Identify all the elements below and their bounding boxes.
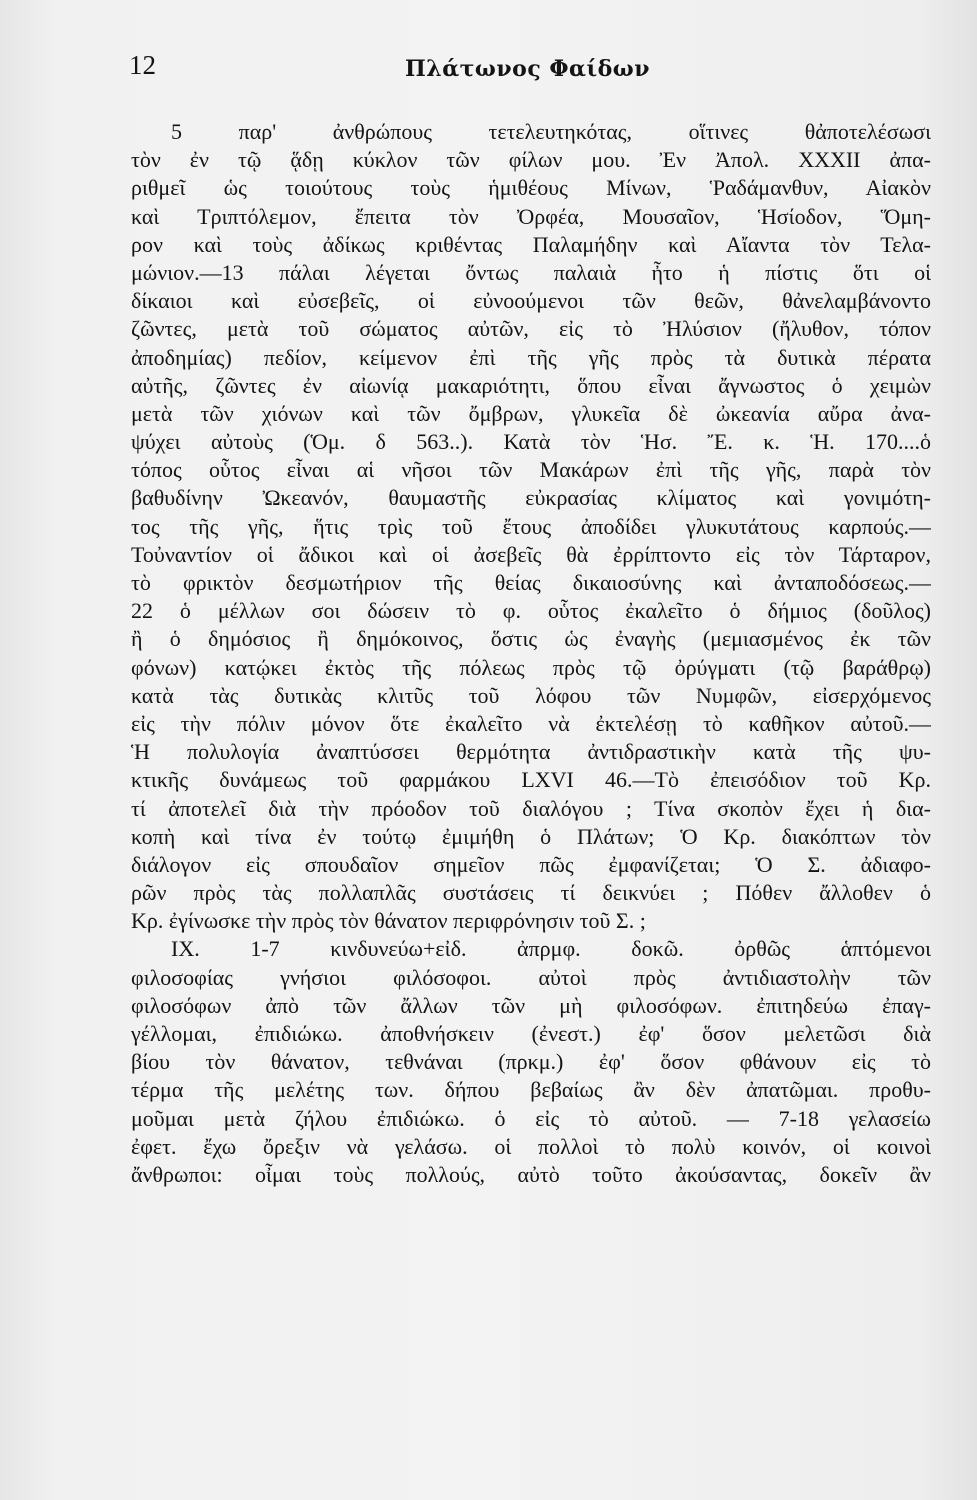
page-header bbox=[0, 46, 977, 86]
text-line: 22 ὁ μέλλων σοι δώσειν τὸ φ. οὗτος ἐκαλεῖτο ὁ δήμιος (δοῦλος) bbox=[131, 598, 931, 624]
text-line: βίου τὸν θάνατον, τεθνάναι (πρκμ.) ἐφ' ὅσον φθάνουν εἰς τὸ bbox=[131, 1049, 931, 1075]
text-line: 5 παρ' ἀνθρώπους τετελευτηκότας, οἵτινες θἀποτελέσωσι bbox=[171, 119, 931, 144]
text-line: ἀποδημίας) πεδίον, κείμενον ἐπὶ τῆς γῆς πρὸς τὰ δυτικὰ πέρατα bbox=[131, 344, 931, 370]
text-line: εἰς τὴν πόλιν μόνον ὅτε ἐκαλεῖτο νὰ ἐκτελέσῃ τὸ καθῆκον αὐτοῦ.— bbox=[131, 710, 931, 736]
text-line: κοπὴ καὶ τίνα ἐν τούτῳ ἐμιμήθη ὁ Πλάτων; Ὁ Κρ. διακόπτων τὸν bbox=[131, 823, 931, 849]
text-line: τὸ φρικτὸν δεσμωτήριον τῆς θείας δικαιοσύνης καὶ ἀνταποδόσεως.— bbox=[131, 570, 931, 595]
text-line: τος τῆς γῆς, ἥτις τρὶς τοῦ ἔτους ἀποδίδει γλυκυτάτους καρπούς.— bbox=[131, 513, 931, 539]
text-line: IX. 1-7 κινδυνεύω+εἰδ. ἀπρμφ. δοκῶ. ὀρθῶς ἁπτόμενοι bbox=[171, 936, 931, 962]
text-line: Τοὐναντίον οἱ ἄδικοι καὶ οἱ ἀσεβεῖς θὰ ἐρρίπτοντο εἰς τὸν Τάρταρον, bbox=[131, 541, 931, 567]
text-line: φιλοσόφων ἀπὸ τῶν ἄλλων τῶν μὴ φιλοσόφων. ἐπιτηδεύω ἐπαγ- bbox=[131, 992, 931, 1018]
running-title: Πλάτωνος Φαίδων bbox=[405, 56, 650, 82]
text-line: ψύχει αὐτοὺς (Ὁμ. δ 563..). Κατὰ τὸν Ἡσ. Ἔ. κ. Ἡ. 170....ὁ bbox=[131, 429, 931, 455]
text-line: φόνων) κατῴκει ἐκτὸς τῆς πόλεως πρὸς τῷ ὀρύγματι (τῷ βαράθρῳ) bbox=[131, 654, 931, 680]
text-line: κτικῆς δυνάμεως τοῦ φαρμάκου LXVI 46.—Τὸ ἐπεισόδιον τοῦ Κρ. bbox=[131, 767, 931, 793]
text-line: τὸν ἐν τῷ ᾅδῃ κύκλον τῶν φίλων μου. Ἐν Ἀπολ. XXXII ἀπα- bbox=[131, 147, 931, 173]
text-line: μετὰ τῶν χιόνων καὶ τῶν ὄμβρων, γλυκεῖα δὲ ὠκεανία αὔρα ἀνα- bbox=[131, 400, 931, 426]
text-line: ἐφετ. ἔχω ὄρεξιν νὰ γελάσω. οἱ πολλοὶ τὸ πολὺ κοινόν, οἱ κοινοὶ bbox=[131, 1133, 931, 1159]
text-line: Κρ. ἐγίνωσκε τὴν πρὸς τὸν θάνατον περιφρόνησιν τοῦ Σ. ; bbox=[131, 908, 646, 934]
text-line: τόπος οὗτος εἶναι αἱ νῆσοι τῶν Μακάρων ἐπὶ τῆς γῆς, παρὰ τὸν bbox=[131, 457, 931, 483]
text-line: μοῦμαι μετὰ ζήλου ἐπιδιώκω. ὁ εἰς τὸ αὐτοῦ. — 7-18 γελασείω bbox=[131, 1105, 931, 1131]
text-line: αὐτῆς, ζῶντες ἐν αἰωνίᾳ μακαριότητι, ὅπου εἶναι ἄγνωστος ὁ χειμὼν bbox=[131, 372, 931, 398]
text-line: καὶ Τριπτόλεμον, ἔπειτα τὸν Ὀρφέα, Μουσαῖον, Ἡσίοδον, Ὅμη- bbox=[131, 203, 931, 229]
text-line: δίκαιοι καὶ εὐσεβεῖς, οἱ εὐνοούμενοι τῶν θεῶν, θἀνελαμβάνοντο bbox=[131, 288, 931, 314]
text-line: φιλοσοφίας γνήσιοι φιλόσοφοι. αὐτοὶ πρὸς ἀντιδιαστολὴν τῶν bbox=[131, 964, 931, 990]
text-line: βαθυδίνην Ὠκεανόν, θαυμαστῆς εὐκρασίας κλίματος καὶ γονιμότη- bbox=[131, 485, 931, 511]
text-line: ζῶντες, μετὰ τοῦ σώματος αὐτῶν, εἰς τὸ Ἠλύσιον (ἤλυθον, τόπον bbox=[131, 316, 931, 342]
text-line: μώνιον.—13 πάλαι λέγεται ὄντως παλαιὰ ἦτο ἡ πίστις ὅτι οἱ bbox=[131, 259, 931, 285]
text-line: κατὰ τὰς δυτικὰς κλιτῦς τοῦ λόφου τῶν Νυμφῶν, εἰσερχόμενος bbox=[131, 682, 931, 708]
text-line: διάλογον εἰς σπουδαῖον σημεῖον πῶς ἐμφανίζεται; Ὁ Σ. ἀδιαφο- bbox=[131, 851, 931, 877]
text-line: ριθμεῖ ὡς τοιούτους τοὺς ἡμιθέους Μίνων, Ῥαδάμανθυν, Αἰακὸν bbox=[131, 175, 931, 201]
text-line: γέλλομαι, ἐπιδιώκω. ἀποθνήσκειν (ἐνεστ.) ἐφ' ὅσον μελετῶσι διὰ bbox=[131, 1021, 931, 1046]
text-line: Ἡ πολυλογία ἀναπτύσσει θερμότητα ἀντιδραστικὴν κατὰ τῆς ψυ- bbox=[131, 739, 931, 765]
text-line: ρον καὶ τοὺς ἀδίκως κριθέντας Παλαμήδην καὶ Αἴαντα τὸν Τελα- bbox=[131, 231, 931, 257]
text-line: τέρμα τῆς μελέτης των. δήπου βεβαίως ἂν δὲν ἀπατῶμαι. προθυ- bbox=[131, 1077, 931, 1103]
text-line: ἄνθρωποι: οἶμαι τοὺς πολλούς, αὐτὸ τοῦτο ἀκούσαντας, δοκεῖν ἂν bbox=[131, 1161, 931, 1187]
text-line: ρῶν πρὸς τὰς πολλαπλᾶς συστάσεις τί δεικνύει ; Πόθεν ἄλλοθεν ὁ bbox=[131, 880, 931, 906]
commentary-text bbox=[131, 118, 931, 1189]
text-line: τί ἀποτελεῖ διὰ τὴν πρόοδον τοῦ διαλόγου ; Τίνα σκοπὸν ἔχει ἡ δια- bbox=[131, 795, 931, 821]
page-number: 12 bbox=[129, 50, 156, 80]
text-line: ἢ ὁ δημόσιος ἢ δημόκοινος, ὅστις ὡς ἐναγὴς (μεμιασμένος ἐκ τῶν bbox=[131, 626, 931, 652]
